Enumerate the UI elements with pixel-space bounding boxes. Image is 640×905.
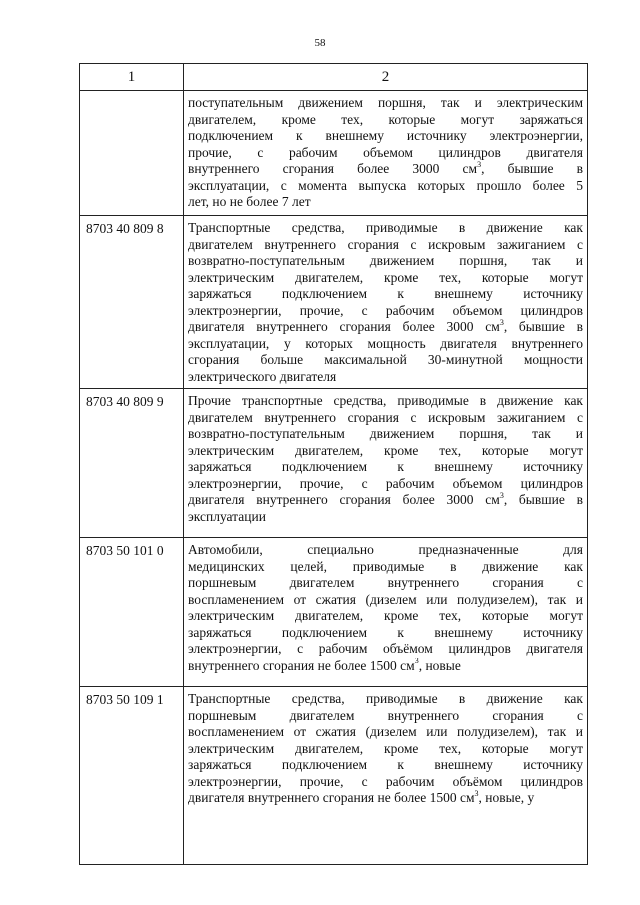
description-line: двигателя внутреннего сгорания более 3000 $см^3$, бывшие в bbox=[188, 319, 583, 334]
code-cell bbox=[80, 91, 184, 216]
description-line: эксплуатации bbox=[188, 508, 266, 524]
description-line: заряжаться подключением к внешнему источнику bbox=[188, 286, 583, 301]
description-line: поршневым двигателем внутреннего сгорания с bbox=[188, 575, 583, 590]
table-row bbox=[80, 389, 588, 538]
description-line: заряжаться подключением к внешнему источнику bbox=[188, 624, 583, 640]
description-line: электрического двигателя bbox=[188, 368, 337, 384]
description-line: заряжаться подключением к внешнему источнику bbox=[188, 757, 583, 772]
code-cell: 8703 50 109 1 bbox=[80, 687, 184, 865]
description-line: электрическим двигателем, кроме тех, которые могут bbox=[188, 269, 583, 285]
description-line: двигателем внутреннего сгорания с искровым зажиганием с bbox=[188, 236, 583, 252]
table-header-row bbox=[80, 64, 588, 91]
description-cell bbox=[184, 216, 588, 389]
description-line: электрическим двигателем, кроме тех, которые могут bbox=[188, 740, 583, 756]
table-row bbox=[80, 91, 588, 216]
description-line: поступательным движением поршня, так и электрическим bbox=[188, 95, 583, 110]
column-header-code: 1 bbox=[80, 64, 184, 91]
description-line: воспламенением от сжатия (дизелем или полудизелем), так и bbox=[188, 724, 583, 739]
description-line: двигателя внутреннего сгорания не более 1500 $см^3$, новые, у bbox=[188, 790, 535, 805]
code-cell: 8703 50 101 0 bbox=[80, 538, 184, 687]
description-line: двигателя внутреннего сгорания более 3000 $см^3$, бывшие в bbox=[188, 492, 583, 507]
description-line: электроэнергии, прочие, с рабочим объемом цилиндров bbox=[188, 475, 583, 491]
table-row bbox=[80, 687, 588, 865]
description-line: электроэнергии, прочие, с рабочим объёмом цилиндров bbox=[188, 773, 583, 789]
description-line: воспламенением от сжатия (дизелем или полудизелем), так и bbox=[188, 591, 583, 607]
table-row bbox=[80, 216, 588, 389]
code-cell: 8703 40 809 8 bbox=[80, 216, 184, 389]
description-cell bbox=[184, 91, 588, 216]
table-row bbox=[80, 538, 588, 687]
description-line: возвратно-поступательным движением поршня, так и bbox=[188, 426, 583, 441]
column-header-description: 2 bbox=[184, 64, 588, 91]
description-line: электрическим двигателем, кроме тех, которые могут bbox=[188, 608, 583, 623]
description-line: эксплуатации, с момента выпуска которых прошло более 5 bbox=[188, 177, 583, 193]
description-line: возвратно-поступательным движением поршня, так и bbox=[188, 253, 583, 268]
description-cell bbox=[184, 687, 588, 865]
description-line: подключением к внешнему источнику электроэнергии, bbox=[188, 128, 583, 143]
description-line: сгорания больше максимальной 30-минутной мощности bbox=[188, 352, 583, 367]
description-line: Прочие транспортные средства, приводимые в движение как bbox=[188, 393, 583, 408]
description-cell bbox=[184, 389, 588, 538]
description-line: медицинских целей, приводимые в движение как bbox=[188, 558, 583, 574]
description-line: Транспортные средства, приводимые в движение как bbox=[188, 691, 583, 706]
description-line: Автомобили, специально предназначенные для bbox=[188, 542, 583, 557]
description-line: электроэнергии, прочие, с рабочим объемом цилиндров bbox=[188, 302, 583, 318]
description-line: двигателем внутреннего сгорания с искровым зажиганием с bbox=[188, 409, 583, 425]
description-line: прочие, с рабочим объемом цилиндров двигателя bbox=[188, 144, 583, 160]
description-line: двигателем, кроме тех, которые могут заряжаться bbox=[188, 111, 583, 127]
description-line: поршневым двигателем внутреннего сгорания с bbox=[188, 707, 583, 723]
description-line: заряжаться подключением к внешнему источнику bbox=[188, 459, 583, 474]
description-cell bbox=[184, 538, 588, 687]
description-line: внутреннего сгорания не более 1500 $см^3$, новые bbox=[188, 657, 461, 673]
description-line: электрическим двигателем, кроме тех, которые могут bbox=[188, 442, 583, 458]
description-line: Транспортные средства, приводимые в движение как bbox=[188, 220, 583, 235]
description-line: эксплуатации, у которых мощность двигателя внутреннего bbox=[188, 335, 583, 351]
description-line: электроэнергии, с рабочим объёмом цилиндров двигателя bbox=[188, 641, 583, 656]
code-cell: 8703 40 809 9 bbox=[80, 389, 184, 538]
tariff-table bbox=[79, 63, 588, 865]
page-number: 58 bbox=[314, 37, 326, 49]
description-line: внутреннего сгорания более 3000 $см^3$, бывшие в bbox=[188, 161, 583, 176]
description-line: лет, но не более 7 лет bbox=[188, 194, 311, 209]
